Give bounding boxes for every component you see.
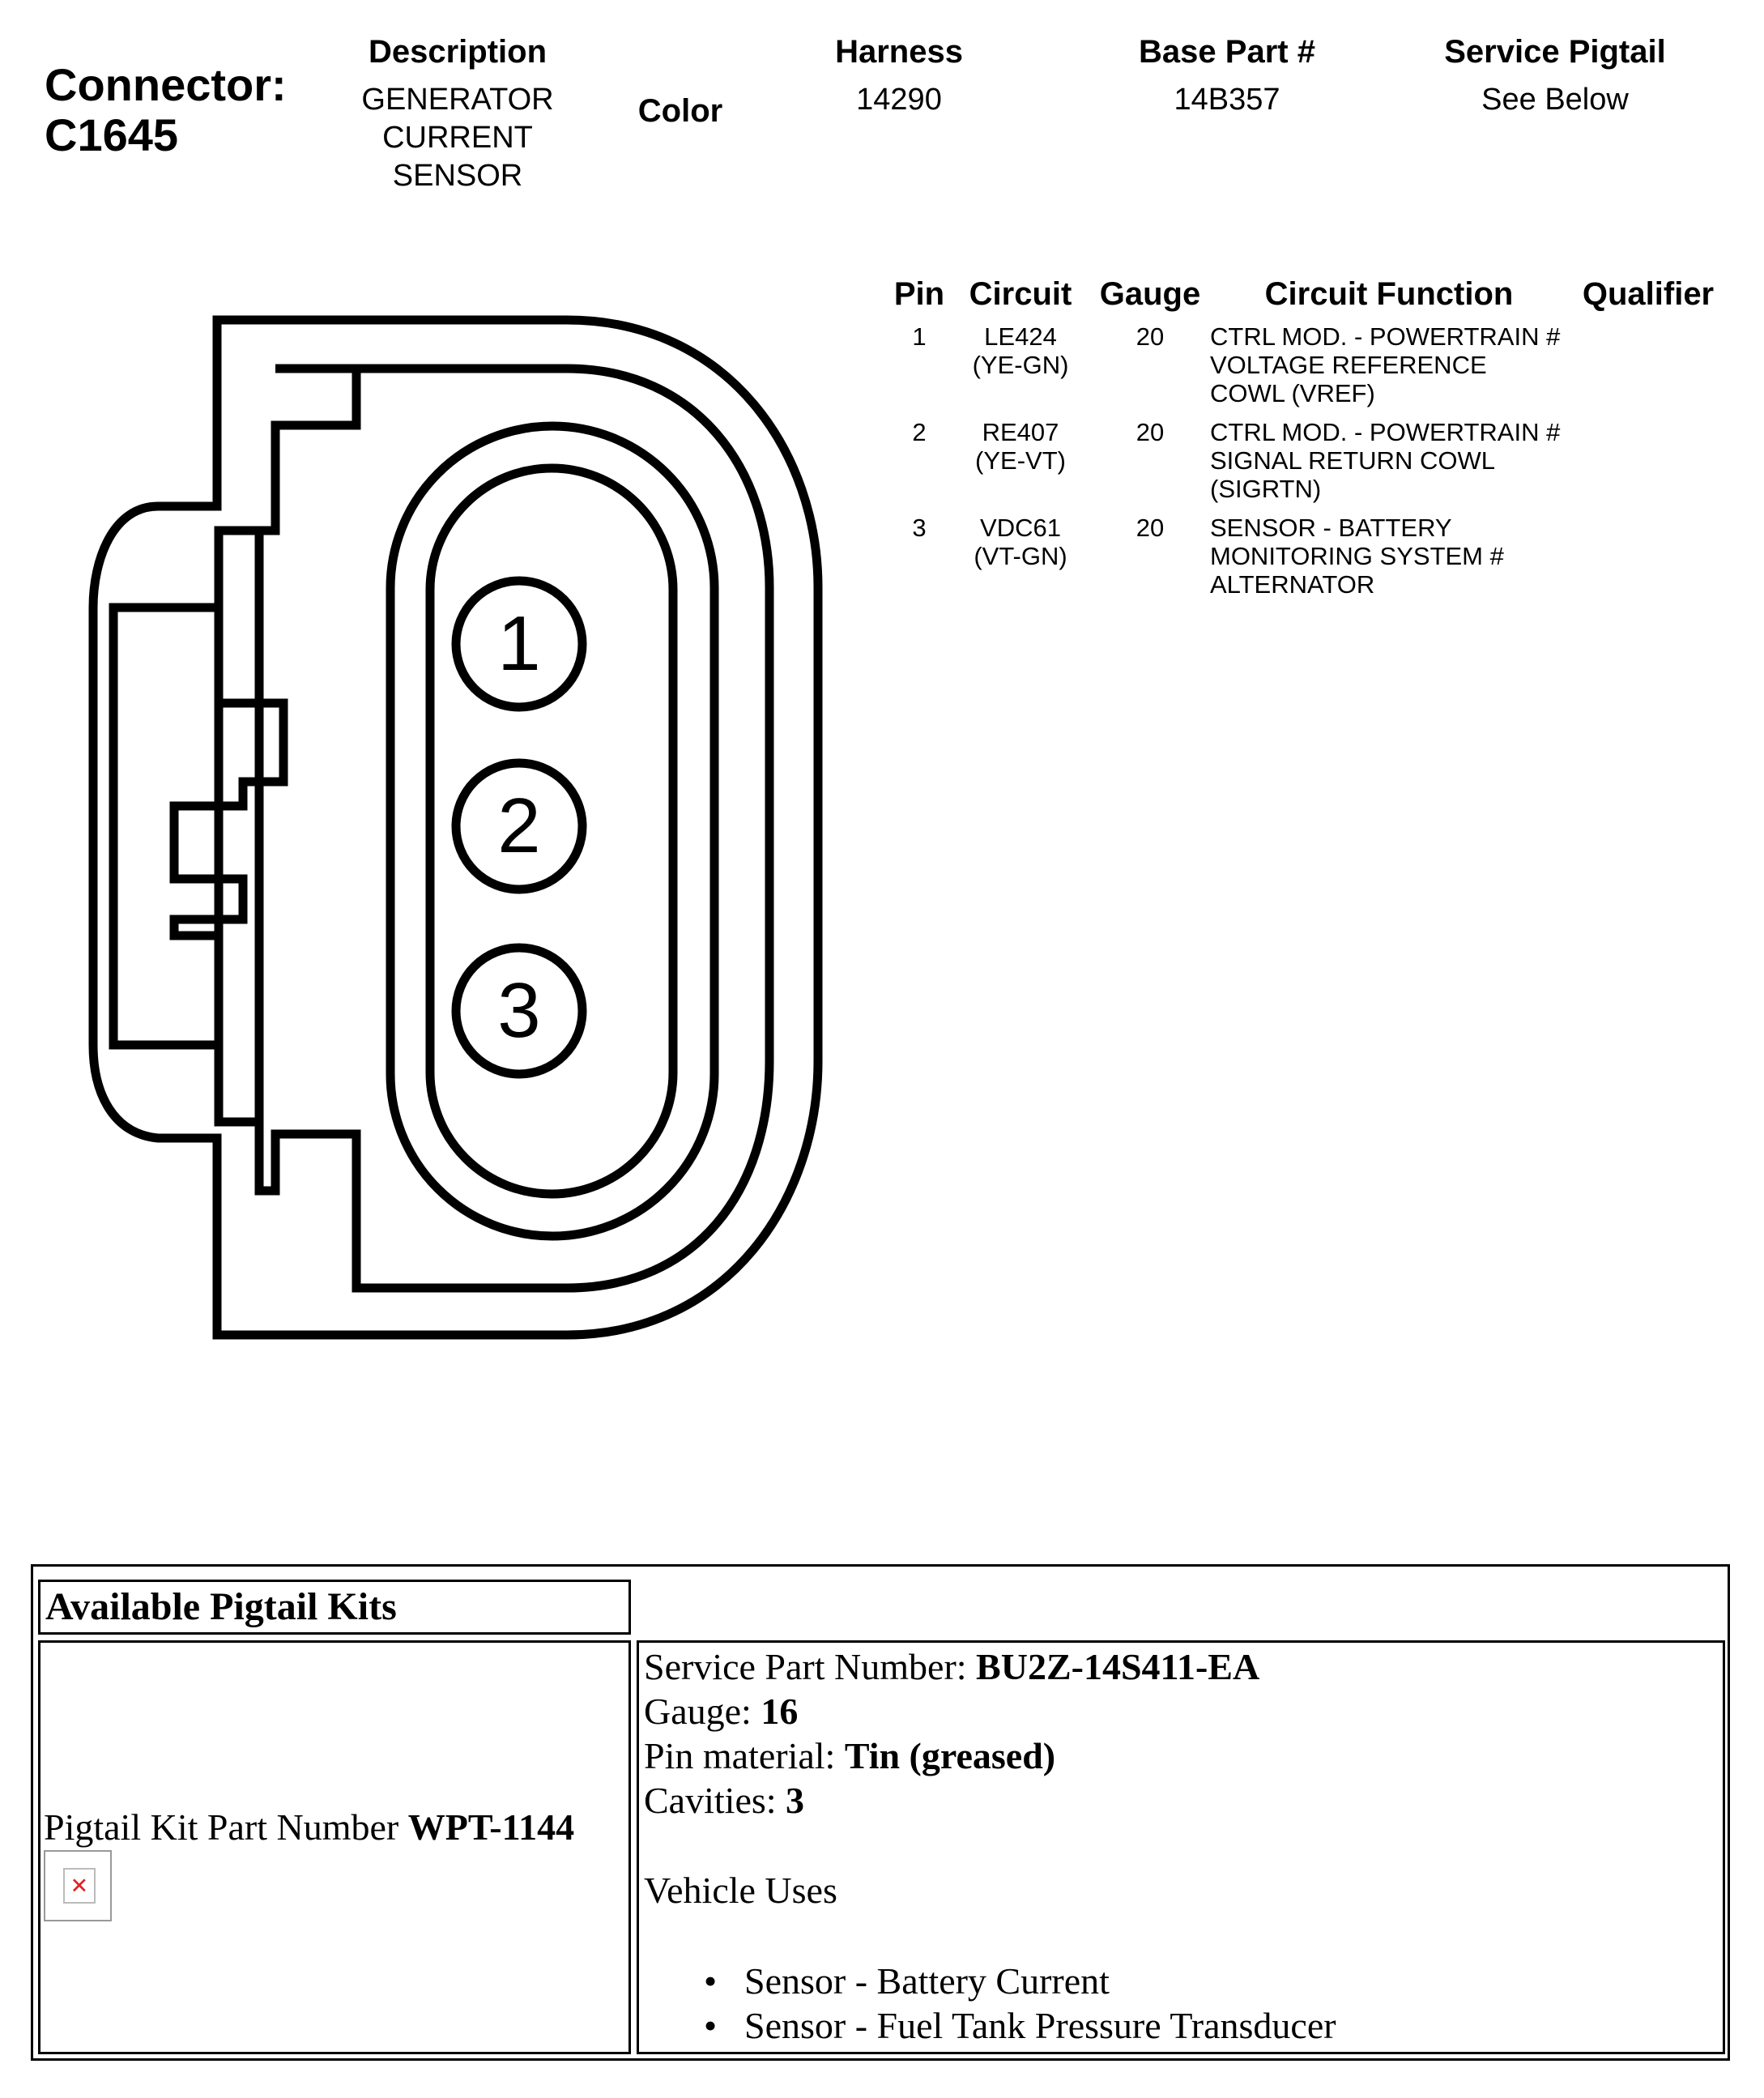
service-pigtail-value: See Below xyxy=(1481,83,1629,117)
circuit-color: (VT-GN) xyxy=(974,542,1067,570)
circuit-id: VDC61 xyxy=(980,514,1061,542)
kit-label: Pigtail Kit Part Number xyxy=(44,1806,408,1848)
pin-2-label: 2 xyxy=(497,782,541,869)
gauge-value: 16 xyxy=(761,1691,799,1732)
service-pigtail-header: Service Pigtail xyxy=(1444,34,1666,70)
cavities-value: 3 xyxy=(786,1780,805,1821)
connector-face-diagram xyxy=(0,0,859,1377)
pin-1-label: 1 xyxy=(497,600,541,687)
function-line: COWL (VREF) xyxy=(1210,379,1375,407)
pin-number: 3 xyxy=(912,514,927,542)
color-header: Color xyxy=(637,93,723,129)
function-line: (SIGRTN) xyxy=(1210,475,1322,503)
list-item: • Sensor - Fuel Tank Pressure Transducer xyxy=(644,2003,1336,2048)
gauge-cell: 20 xyxy=(1136,514,1165,542)
pigtail-kits-table xyxy=(31,1564,1730,2061)
service-part-value: BU2Z-14S411-EA xyxy=(976,1646,1260,1687)
pin-number: 1 xyxy=(912,322,927,351)
circuit-id: LE424 xyxy=(984,322,1057,351)
harness-header: Harness xyxy=(835,34,963,70)
base-part-value: 14B357 xyxy=(1174,83,1280,117)
pin-3-label: 3 xyxy=(497,967,541,1054)
kit-number: WPT-1144 xyxy=(407,1806,575,1848)
connector-label: Connector: xyxy=(45,59,287,110)
gauge-cell: 20 xyxy=(1136,418,1165,446)
cavities-line xyxy=(644,1778,804,1823)
circuit-id: RE407 xyxy=(982,418,1059,446)
circuit-cell xyxy=(960,418,1081,475)
pin-column-header: Pin xyxy=(893,276,945,312)
gauge-label: Gauge: xyxy=(644,1691,761,1732)
function-line: CTRL MOD. - POWERTRAIN # xyxy=(1210,322,1561,351)
description-line: GENERATOR xyxy=(361,83,554,117)
circuit-function-cell xyxy=(1210,514,1574,599)
service-part-label: Service Part Number: xyxy=(644,1646,977,1687)
function-line: SIGNAL RETURN COWL xyxy=(1210,446,1495,475)
broken-image-icon: × xyxy=(44,1850,112,1921)
list-item: • Sensor - Battery Current xyxy=(644,1959,1336,2003)
description-line: CURRENT xyxy=(382,121,533,155)
vehicle-uses-list xyxy=(644,1959,1336,2048)
function-line: CTRL MOD. - POWERTRAIN # xyxy=(1210,418,1561,446)
vehicle-uses-heading: Vehicle Uses xyxy=(644,1870,837,1911)
gauge-cell: 20 xyxy=(1136,322,1165,351)
function-line: ALTERNATOR xyxy=(1210,570,1375,599)
pigtail-kits-title: Available Pigtail Kits xyxy=(38,1580,631,1635)
gauge-column-header: Gauge xyxy=(1099,276,1201,312)
pigtail-kit-cell xyxy=(38,1640,631,2054)
circuit-column-header: Circuit xyxy=(969,276,1072,312)
pigtail-kit-part-number xyxy=(44,1805,574,1849)
base-part-header: Base Part # xyxy=(1139,34,1315,70)
circuit-cell xyxy=(960,322,1081,379)
qualifier-column-header: Qualifier xyxy=(1582,276,1715,312)
circuit-function-cell xyxy=(1210,322,1574,407)
description-line: SENSOR xyxy=(392,159,523,193)
function-line: VOLTAGE REFERENCE xyxy=(1210,351,1487,379)
harness-value: 14290 xyxy=(856,83,942,117)
service-part-number xyxy=(644,1644,1259,1689)
circuit-color: (YE-VT) xyxy=(975,446,1066,475)
pin-material-value: Tin (greased) xyxy=(844,1735,1056,1776)
gauge-line xyxy=(644,1689,798,1733)
cavities-label: Cavities: xyxy=(644,1780,786,1821)
circuit-color: (YE-GN) xyxy=(972,351,1069,379)
pin-number: 2 xyxy=(912,418,927,446)
circuit-cell xyxy=(960,514,1081,570)
pin-material-label: Pin material: xyxy=(644,1735,845,1776)
pin-material-line xyxy=(644,1733,1055,1778)
connector-id: C1645 xyxy=(45,109,179,160)
function-line: MONITORING SYSTEM # xyxy=(1210,542,1504,570)
connector-latch-frame xyxy=(219,531,259,1122)
service-part-cell xyxy=(637,1640,1725,2054)
function-line: SENSOR - BATTERY xyxy=(1210,514,1452,542)
circuit-function-column-header: Circuit Function xyxy=(1264,276,1514,312)
circuit-function-cell xyxy=(1210,418,1574,503)
description-header: Description xyxy=(368,34,548,70)
